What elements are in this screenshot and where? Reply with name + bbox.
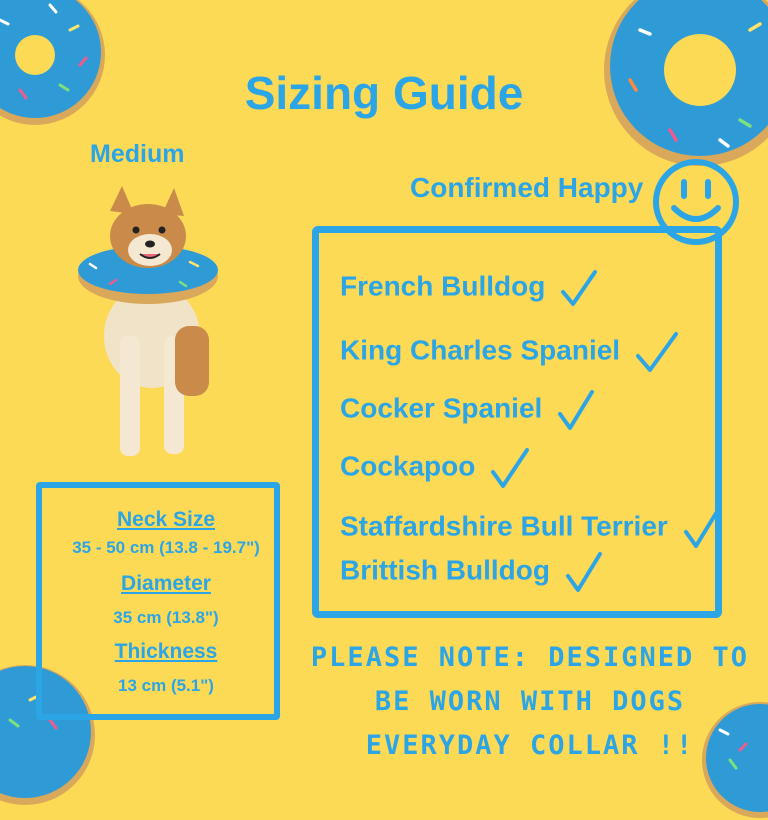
- check-icon: [489, 446, 531, 490]
- check-icon: [634, 330, 680, 374]
- thickness-value: 13 cm (5.1"): [118, 676, 214, 695]
- breed-name: Brittish Bulldog: [340, 554, 550, 586]
- check-icon: [564, 550, 604, 594]
- breed-item: [340, 388, 596, 432]
- care-note: [300, 636, 760, 768]
- breed-name: French Bulldog: [340, 270, 546, 302]
- breed-item: [340, 446, 531, 490]
- diameter-label: Diameter: [121, 572, 211, 595]
- breed-name: Cockapoo: [340, 450, 476, 482]
- dog-photo: [70, 186, 230, 476]
- breed-item: [340, 506, 722, 550]
- confirmed-label: Confirmed Happy: [410, 172, 644, 203]
- breed-item: [340, 330, 680, 374]
- note-line: EVERYDAY COLLAR !!: [365, 730, 695, 761]
- page-title: Sizing Guide: [244, 67, 524, 119]
- breed-item: [340, 268, 599, 308]
- note-line: PLEASE NOTE: DESIGNED TO: [310, 642, 750, 673]
- note-line: BE WORN WITH DOGS: [374, 686, 686, 717]
- breed-item: [340, 550, 604, 594]
- check-icon: [559, 268, 599, 308]
- breed-name: King Charles Spaniel: [340, 334, 621, 366]
- breed-name: Cocker Spaniel: [340, 392, 543, 424]
- diameter-value: 35 cm (13.8"): [113, 608, 219, 627]
- thickness-label: Thickness: [114, 640, 218, 663]
- neck-size-label: Neck Size: [116, 508, 216, 531]
- breed-name: Staffardshire Bull Terrier: [340, 510, 668, 542]
- size-name: Medium: [90, 140, 185, 168]
- neck-size-value: 35 - 50 cm (13.8 - 19.7"): [72, 538, 260, 557]
- check-icon: [556, 388, 596, 432]
- check-icon: [682, 506, 722, 550]
